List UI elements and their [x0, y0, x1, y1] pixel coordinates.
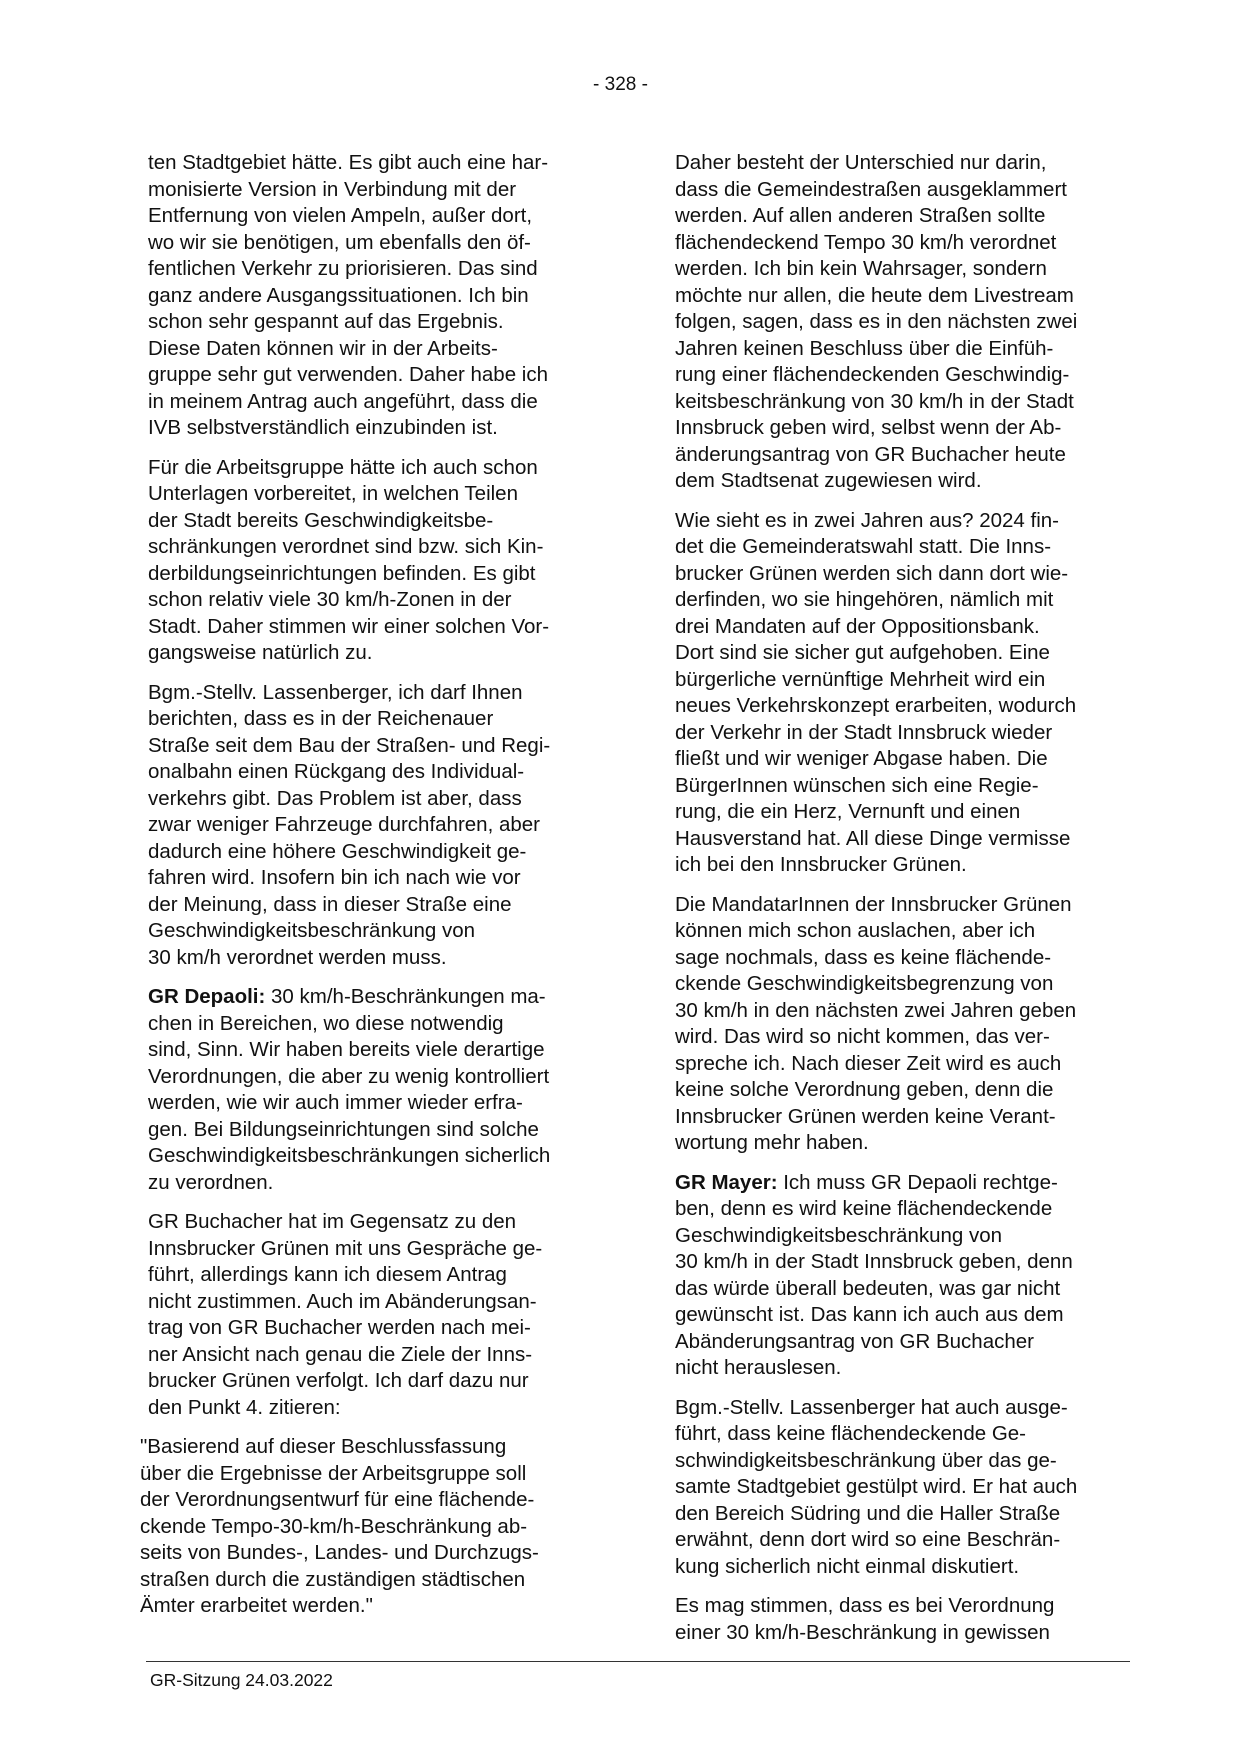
right-paragraph-5: Bgm.-Stellv. Lassenberger hat auch ausge- führt, dass keine flächendeckende Ge- schwindigkeitsbeschränkung über das ge- samte Stadtgebiet gestülpt wird. Er hat auch den Bereich Südring und die Haller Straße erwähnt, denn dort wird so eine Beschrän- kung sicherlich nicht einmal diskutiert.: [675, 1395, 1078, 1578]
right-paragraph-1: Daher besteht der Unterschied nur darin, dass die Gemeindestraßen ausgeklammert werden. Auf allen anderen Straßen sollte flächendeckend Tempo 30 km/h verordnet werden. Ich bin kein Wahrsager, sondern möchte nur allen, die heute dem Livestream folgen, sagen, dass es in den nächsten zwei Jahren keinen Beschluss über die Einfüh- rung einer flächendeckenden Geschwindig- keitsbeschränkung von 30 km/h in der Stadt Innsbruck geben wird, selbst wenn der Ab- änderungsantrag von GR Buchacher heute dem Stadtsenat zugewiesen wird.: [675, 151, 1078, 492]
speech-text-mayer: Ich muss GR Depaoli rechtge- ben, denn es wird keine flächendeckende Geschwindigkeitsbeschränkung von 30 km/h in der Stadt Innsbruck geben, denn das würde überall bedeuten, was gar nicht gewünscht ist. Das kann ich auch aus dem Abänderungsantrag von GR Buchacher nicht herauslesen.: [675, 1170, 1073, 1379]
speech-text-depaoli: 30 km/h-Beschränkungen ma- chen in Bereichen, wo diese notwendig sind, Sinn. Wir haben bereits viele derartige Verordnungen, die aber zu wenig kontrolliert werden, wie wir auch immer wieder erfra- gen. Bei Bildungseinrichtungen sind solche Geschwindigkeitsbeschränkungen sicherlich zu verordnen.: [148, 985, 551, 1194]
left-paragraph-2: Für die Arbeitsgruppe hätte ich auch schon Unterlagen vorbereitet, in welchen Teilen der Stadt bereits Geschwindigkeitsbe- schränkungen verordnet sind bzw. sich Kin- derbildungseinrichtungen befinden. Es gibt schon relativ viele 30 km/h-Zonen in der Stadt. Daher stimmen wir einer solchen Vor- gangsweise natürlich zu.: [148, 455, 550, 664]
left-quote: "Basierend auf dieser Beschlussfassung über die Ergebnisse der Arbeitsgruppe soll der Verordnungsentwurf für eine flächende- ckende Tempo-30-km/h-Beschränkung ab- seits von Bundes-, Landes- und Durchzugs- straßen durch die zuständigen städtischen Ämter erarbeitet werden.": [140, 1435, 539, 1617]
right-paragraph-3: Die MandatarInnen der Innsbrucker Grünen können mich schon auslachen, aber ich sage nochmals, dass es keine flächende- ckende Geschwindigkeitsbegrenzung von 30 km/h in den nächsten zwei Jahren geben wird. Das wird so nicht kommen, das ver- spreche ich. Nach dieser Zeit wird es auch keine solche Verordnung geben, denn die Innsbrucker Grünen werden keine Verant- wortung mehr haben.: [675, 892, 1077, 1154]
speaker-name-depaoli: GR Depaoli:: [148, 985, 266, 1008]
left-paragraph-1: ten Stadtgebiet hätte. Es gibt auch eine har- monisierte Version in Verbindung mit der Entfernung von vielen Ampeln, außer dort, wo wir sie benötigen, um ebenfalls den öf- fentlichen Verkehr zu priorisieren. Das sind ganz andere Ausgangssituationen. Ich bin schon sehr gespannt auf das Ergebnis. Diese Daten können wir in der Arbeits- gruppe sehr gut verwenden. Daher habe ich in meinem Antrag auch angeführt, dass die IVB selbstverständlich einzubinden ist.: [148, 151, 549, 439]
left-column: [140, 150, 598, 1633]
right-column: [675, 150, 1125, 1659]
left-paragraph-3: Bgm.-Stellv. Lassenberger, ich darf Ihnen berichten, dass es in der Reichenauer Straße seit dem Bau der Straßen- und Regi- onalbahn einen Rückgang des Individual- verkehrs gibt. Das Problem ist aber, dass zwar weniger Fahrzeuge durchfahren, aber dadurch eine höhere Geschwindigkeit ge- fahren wird. Insofern bin ich nach wie vor der Meinung, dass in dieser Straße eine Geschwindigkeitsbeschränkung von 30 km/h verordnet werden muss.: [148, 680, 551, 969]
left-paragraph-4: [148, 984, 598, 1196]
page-number: - 328 -: [593, 74, 648, 95]
right-paragraph-6: Es mag stimmen, dass es bei Verordnung einer 30 km/h-Beschränkung in gewissen: [675, 1594, 1055, 1644]
speaker-name-mayer: GR Mayer:: [675, 1170, 778, 1194]
right-paragraph-4: [675, 1170, 1125, 1382]
footer-divider: [146, 1661, 1130, 1662]
left-paragraph-5: GR Buchacher hat im Gegensatz zu den Innsbrucker Grünen mit uns Gespräche ge- führt, allerdings kann ich diesem Antrag nicht zustimmen. Auch im Abänderungsan- trag von GR Buchacher werden nach mei- ner Ansicht nach genau die Ziele der Inns- brucker Grünen verfolgt. Ich darf dazu nur den Punkt 4. zitieren:: [148, 1210, 543, 1419]
right-paragraph-2: Wie sieht es in zwei Jahren aus? 2024 fin- det die Gemeinderatswahl statt. Die Inns- brucker Grünen werden sich dann dort wie- derfinden, wo sie hingehören, nämlich mit drei Mandaten auf der Oppositionsbank. Dort sind sie sicher gut aufgehoben. Eine bürgerliche vernünftige Mehrheit wird ein neues Verkehrskonzept erarbeiten, wodurch der Verkehr in der Stadt Innsbruck wieder fließt und wir weniger Abgase haben. Die BürgerInnen wünschen sich eine Regie- rung, die ein Herz, Vernunft und einen Hausverstand hat. All diese Dinge vermisse ich bei den Innsbrucker Grünen.: [675, 508, 1077, 876]
footer-session-date: GR-Sitzung 24.03.2022: [150, 1670, 333, 1690]
